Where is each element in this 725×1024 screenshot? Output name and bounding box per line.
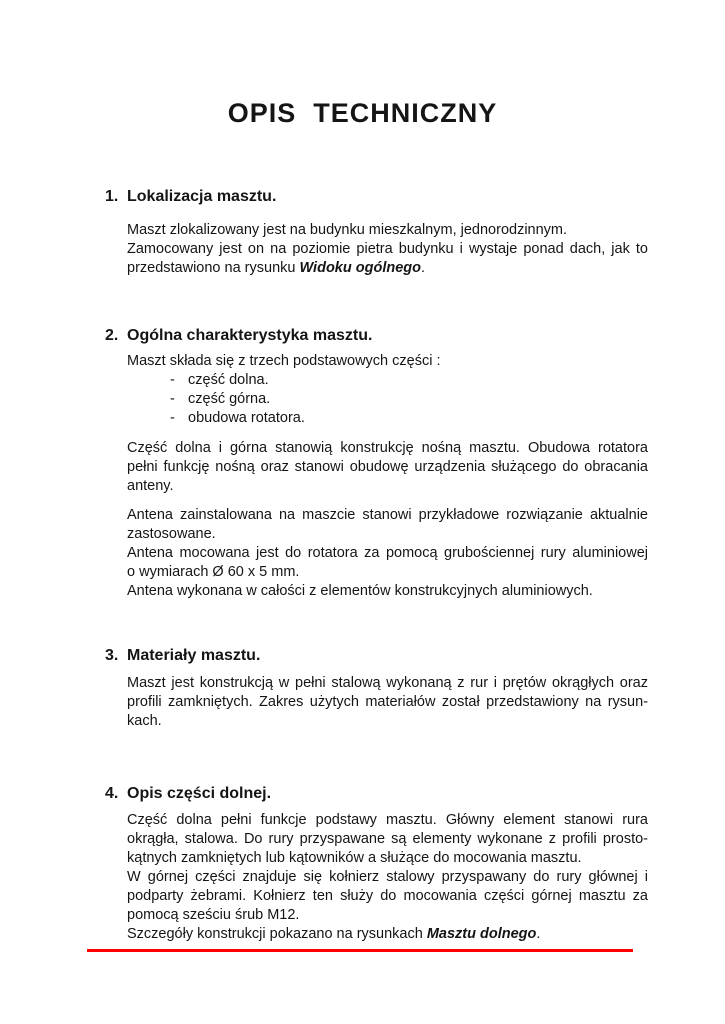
drawing-reference: Widoku ogólnego <box>299 260 421 276</box>
text-line: okrągła, stalowa. Do rury przyspawane są elementy wykonane z profili prosto- <box>127 831 648 847</box>
text-line: Antena wykonana w całości z elementów konstrukcyjnych aluminiowych. <box>127 583 593 599</box>
bullet-text: część górna. <box>188 391 271 407</box>
text-line: kach. <box>127 713 162 729</box>
text-line: Zamocowany jest on na poziomie pietra budynku i wystaje ponad dach, jak to <box>127 241 648 257</box>
text-line <box>127 925 648 944</box>
bullet-marker: - <box>170 391 175 407</box>
text-line <box>127 259 648 278</box>
section-1-heading <box>105 186 725 208</box>
text-line: W górnej części znajduje się kołnierz stalowy przyspawany do rury głównej i <box>127 869 648 885</box>
text-line: Maszt jest konstrukcją w pełni stalową wykonaną z rur i prętów okrągłych oraz <box>127 675 648 691</box>
section-title: Materiały masztu. <box>127 647 261 664</box>
text-line: Maszt składa się z trzech podstawowych części : <box>127 353 441 369</box>
section-2-intro <box>127 352 648 371</box>
text-line: o wymiarach Ø 60 x 5 mm. <box>127 564 300 580</box>
section-number: 4. <box>105 785 119 802</box>
section-3-heading <box>105 645 725 667</box>
text-run: . <box>421 260 426 276</box>
section-1-paragraph <box>127 221 648 278</box>
section-number: 1. <box>105 188 119 205</box>
footer-rule <box>87 949 633 952</box>
section-number: 3. <box>105 647 119 664</box>
section-title: Ogólna charakterystyka masztu. <box>127 327 373 344</box>
text-line: anteny. <box>127 478 174 494</box>
drawing-reference: Masztu dolnego <box>426 926 537 942</box>
text-line: Antena zainstalowana na maszcie stanowi przykładowe rozwiązanie aktualnie <box>127 507 648 523</box>
section-3-paragraph <box>127 674 648 731</box>
section-title: Lokalizacja masztu. <box>127 188 277 205</box>
text-line: Część dolna pełni funkcje podstawy masztu. Główny element stanowi rura <box>127 812 648 828</box>
section-4-heading <box>105 783 725 805</box>
section-2-heading <box>105 325 725 347</box>
text-line: podparty żebrami. Kołnierz ten służy do mocowania części górnej masztu za <box>127 888 648 904</box>
text-line: Część dolna i górna stanowią konstrukcję nośną masztu. Obudowa rotatora <box>127 440 648 456</box>
text-line: Maszt zlokalizowany jest na budynku mieszkalnym, jednorodzinnym. <box>127 222 568 238</box>
list-item <box>127 371 725 390</box>
section-title: Opis części dolnej. <box>127 785 272 802</box>
section-number: 2. <box>105 327 119 344</box>
text-line: Antena mocowana jest do rotatora za pomocą grubościennej rury aluminiowej <box>127 545 648 561</box>
text-line: pomocą sześciu śrub M12. <box>127 907 300 923</box>
section-2-paragraph-a <box>127 439 648 496</box>
list-item <box>127 409 725 428</box>
text-run: Szczegóły konstrukcji pokazano na rysunkach <box>127 926 427 942</box>
list-item <box>127 390 725 409</box>
text-run: . <box>536 926 541 942</box>
section-2-paragraph-b <box>127 506 648 601</box>
text-run: przedstawiono na rysunku <box>127 260 300 276</box>
text-line: pełni funkcję nośną oraz stanowi obudowę urządzenia służącego do obracania <box>127 459 648 475</box>
bullet-text: obudowa rotatora. <box>188 410 305 426</box>
text-line: zastosowane. <box>127 526 216 542</box>
document-title: OPIS TECHNICZNY <box>227 98 498 128</box>
text-line: profili zamkniętych. Zakres użytych materiałów został przedstawiony na rysun- <box>127 694 648 710</box>
bullet-marker: - <box>170 372 175 388</box>
bullet-text: część dolna. <box>188 372 269 388</box>
bullet-marker: - <box>170 410 175 426</box>
text-line: kątnych zamkniętych lub kątowników a służące do mocowania masztu. <box>127 850 582 866</box>
section-4-paragraph <box>127 811 648 944</box>
